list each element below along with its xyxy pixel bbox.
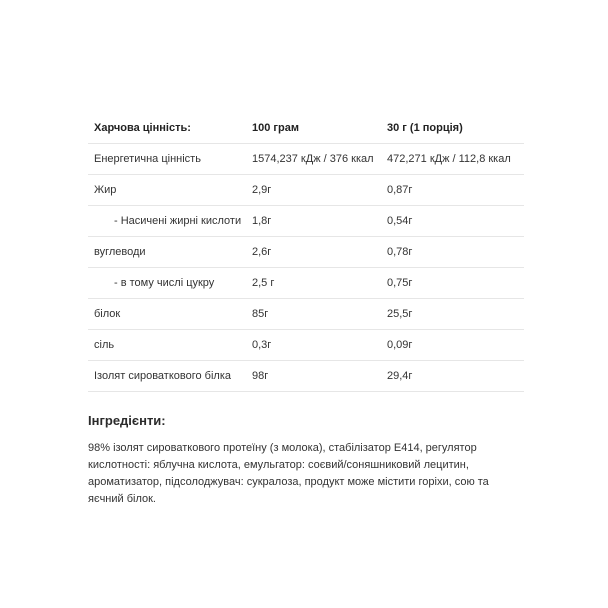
row-per-100g: 98г [246, 361, 381, 392]
table-row [88, 175, 524, 206]
row-per-100g: 0,3г [246, 330, 381, 361]
row-per-serving: 472,271 кДж / 112,8 ккал [381, 144, 524, 175]
nutrition-table [88, 113, 524, 392]
row-per-100g: 2,9г [246, 175, 381, 206]
row-per-serving: 0,54г [381, 206, 524, 237]
row-per-serving: 25,5г [381, 299, 524, 330]
ingredients-title: Інгредієнти: [88, 413, 166, 428]
row-label: вуглеводи [88, 237, 246, 268]
table-row [88, 268, 524, 299]
table-row [88, 361, 524, 392]
row-per-serving: 0,87г [381, 175, 524, 206]
row-per-100g: 2,6г [246, 237, 381, 268]
row-per-100g: 1574,237 кДж / 376 ккал [246, 144, 381, 175]
row-label: сіль [88, 330, 246, 361]
table-header-row [88, 113, 524, 144]
table-row [88, 206, 524, 237]
row-per-serving: 29,4г [381, 361, 524, 392]
table-row [88, 330, 524, 361]
row-label: білок [88, 299, 246, 330]
ingredients-text: 98% ізолят сироваткового протеїну (з молока), стабілізатор Е414, регулятор кислотності: яблучна кислота, емульгатор: соєвий/соняшниковий лецитин, ароматизатор, підсолоджувач: сукралоза, продукт може містити горіхи, сою та яєчний білок. [88, 442, 489, 505]
row-per-100g: 1,8г [246, 206, 381, 237]
row-per-100g: 85г [246, 299, 381, 330]
header-nutrition-value: Харчова цінність: [88, 113, 246, 144]
table-row [88, 299, 524, 330]
row-per-100g: 2,5 г [246, 268, 381, 299]
row-per-serving: 0,78г [381, 237, 524, 268]
row-label: - Насичені жирні кислоти [88, 206, 246, 237]
row-label: Енергетична цінність [88, 144, 246, 175]
row-label: Жир [88, 175, 246, 206]
row-per-serving: 0,09г [381, 330, 524, 361]
product-info [88, 113, 524, 508]
row-label: - в тому числі цукру [88, 268, 246, 299]
row-per-serving: 0,75г [381, 268, 524, 299]
row-label: Ізолят сироваткового білка [88, 361, 246, 392]
table-row [88, 144, 524, 175]
table-row [88, 237, 524, 268]
header-per-100g: 100 грам [246, 113, 381, 144]
header-per-serving: 30 г (1 порція) [381, 113, 524, 144]
